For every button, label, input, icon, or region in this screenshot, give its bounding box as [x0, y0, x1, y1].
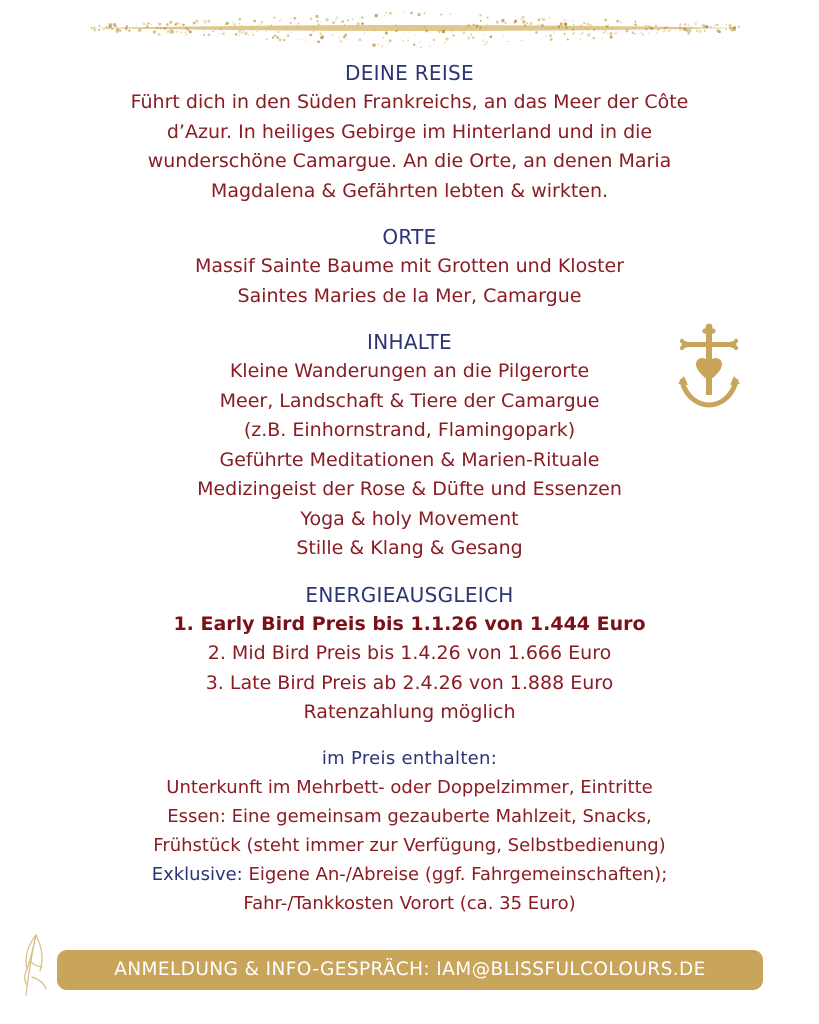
inhalte-line: Geführte Meditationen & Marien-Rituale	[219, 448, 600, 471]
section-deine-reise	[0, 58, 819, 206]
heading-energieausgleich: ENERGIEAUSGLEICH	[305, 582, 514, 607]
heading-orte: ORTE	[382, 225, 437, 249]
price-mid-bird: 2. Mid Bird Preis bis 1.4.26 von 1.666 Euro	[207, 642, 612, 664]
orte-line: Saintes Maries de la Mer, Camargue	[237, 284, 582, 307]
preis-line: Fahr-/Tankkosten Vorort (ca. 35 Euro)	[243, 892, 576, 914]
exklusive-text: Eigene An-/Abreise (ggf. Fahrgemeinschaften);	[242, 863, 668, 885]
preis-line: Frühstück (steht immer zur Verfügung, Selbstbedienung)	[153, 834, 666, 856]
ratenzahlung-note: Ratenzahlung möglich	[303, 701, 516, 723]
inhalte-line: Meer, Landschaft & Tiere der Camargue	[219, 389, 600, 412]
price-early-bird: 1. Early Bird Preis bis 1.1.26 von 1.444 Euro	[173, 612, 646, 635]
orte-line: Massif Sainte Baume mit Grotten und Kloster	[194, 255, 625, 277]
section-orte	[0, 222, 819, 311]
exklusive-label: Exklusive:	[151, 863, 243, 885]
preis-exklusive-line	[0, 860, 819, 889]
section-energieausgleich	[0, 580, 819, 728]
registration-email-button[interactable]: ANMELDUNG & INFO-GESPRÄCH: IAM@BLISSFULCOLOURS.DE	[57, 950, 763, 990]
heading-inhalte: INHALTE	[367, 330, 452, 354]
inhalte-line: (z.B. Einhornstrand, Flamingopark)	[243, 419, 576, 441]
camargue-cross-icon	[676, 323, 742, 409]
section-im-preis-enthalten	[0, 744, 819, 918]
heading-deine-reise: DEINE REISE	[345, 61, 474, 85]
preis-line: Essen: Eine gemeinsam gezauberte Mahlzeit, Snacks,	[167, 805, 652, 827]
inhalte-line: Kleine Wanderungen an die Pilgerorte	[229, 360, 590, 382]
inhalte-line: Medizingeist der Rose & Düfte und Essenzen	[197, 478, 622, 500]
inhalte-line: Stille & Klang & Gesang	[296, 537, 523, 559]
gold-glitter-divider	[90, 4, 740, 64]
price-late-bird: 3. Late Bird Preis ab 2.4.26 von 1.888 Euro	[205, 671, 614, 694]
heading-im-preis-enthalten: im Preis enthalten:	[321, 747, 498, 769]
reise-line: Führt dich in den Süden Frankreichs, an das Meer der Côte	[130, 91, 689, 113]
feather-icon	[18, 925, 52, 997]
inhalte-line: Yoga & holy Movement	[300, 507, 519, 530]
reise-line: wunderschöne Camargue. An die Orte, an denen Maria	[147, 150, 672, 172]
flyer-content	[0, 58, 819, 934]
preis-line: Unterkunft im Mehrbett- oder Doppelzimmer, Eintritte	[166, 776, 653, 798]
reise-line: d’Azur. In heiliges Gebirge im Hinterland und in die	[166, 120, 653, 143]
reise-line: Magdalena & Gefährten lebten & wirkten.	[210, 179, 609, 202]
